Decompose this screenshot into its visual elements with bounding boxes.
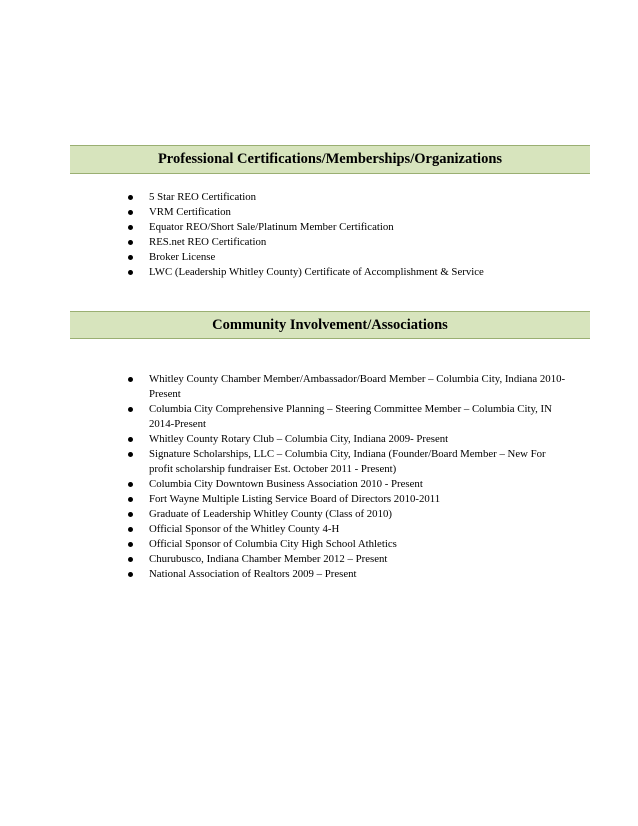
list-item: Columbia City Comprehensive Planning – Steering Committee Member – Columbia City, IN 2014-Present <box>0 402 569 432</box>
list-item: National Association of Realtors 2009 – Present <box>0 567 569 582</box>
list-item: Official Sponsor of the Whitley County 4-H <box>0 522 569 537</box>
list-item: RES.net REO Certification <box>0 235 569 250</box>
section-header-community <box>70 311 590 339</box>
bullet-icon <box>128 225 133 230</box>
list-item: Graduate of Leadership Whitley County (Class of 2010) <box>0 507 569 522</box>
list-item: Equator REO/Short Sale/Platinum Member Certification <box>0 220 569 235</box>
list-item: Broker License <box>0 250 569 265</box>
list-item: 5 Star REO Certification <box>0 190 569 205</box>
bullet-icon <box>128 497 133 502</box>
certifications-list <box>0 190 569 280</box>
bullet-icon <box>128 512 133 517</box>
list-item: Official Sponsor of Columbia City High School Athletics <box>0 537 569 552</box>
community-list <box>0 372 569 582</box>
list-item: Signature Scholarships, LLC – Columbia City, Indiana (Founder/Board Member – New For profit scholarship fundraiser Est. October 2011 - Present) <box>0 447 569 477</box>
bullet-icon <box>128 195 133 200</box>
bullet-icon <box>128 452 133 457</box>
bullet-icon <box>128 572 133 577</box>
bullet-icon <box>128 210 133 215</box>
bullet-icon <box>128 407 133 412</box>
section-title: Professional Certifications/Memberships/Organizations <box>157 151 503 167</box>
list-item: Whitley County Chamber Member/Ambassador/Board Member – Columbia City, Indiana 2010-Present <box>0 372 569 402</box>
bullet-icon <box>128 270 133 275</box>
bullet-icon <box>128 557 133 562</box>
list-item: LWC (Leadership Whitley County) Certificate of Accomplishment & Service <box>0 265 569 280</box>
bullet-icon <box>128 482 133 487</box>
bullet-icon <box>128 377 133 382</box>
section-header-certifications <box>70 145 590 174</box>
list-item: VRM Certification <box>0 205 569 220</box>
bullet-icon <box>128 542 133 547</box>
bullet-icon <box>128 437 133 442</box>
bullet-icon <box>128 527 133 532</box>
list-item: Columbia City Downtown Business Association 2010 - Present <box>0 477 569 492</box>
list-item: Whitley County Rotary Club – Columbia City, Indiana 2009- Present <box>0 432 569 447</box>
list-item: Churubusco, Indiana Chamber Member 2012 – Present <box>0 552 569 567</box>
bullet-icon <box>128 255 133 260</box>
bullet-icon <box>128 240 133 245</box>
list-item: Fort Wayne Multiple Listing Service Board of Directors 2010-2011 <box>0 492 569 507</box>
section-title: Community Involvement/Associations <box>212 317 448 333</box>
